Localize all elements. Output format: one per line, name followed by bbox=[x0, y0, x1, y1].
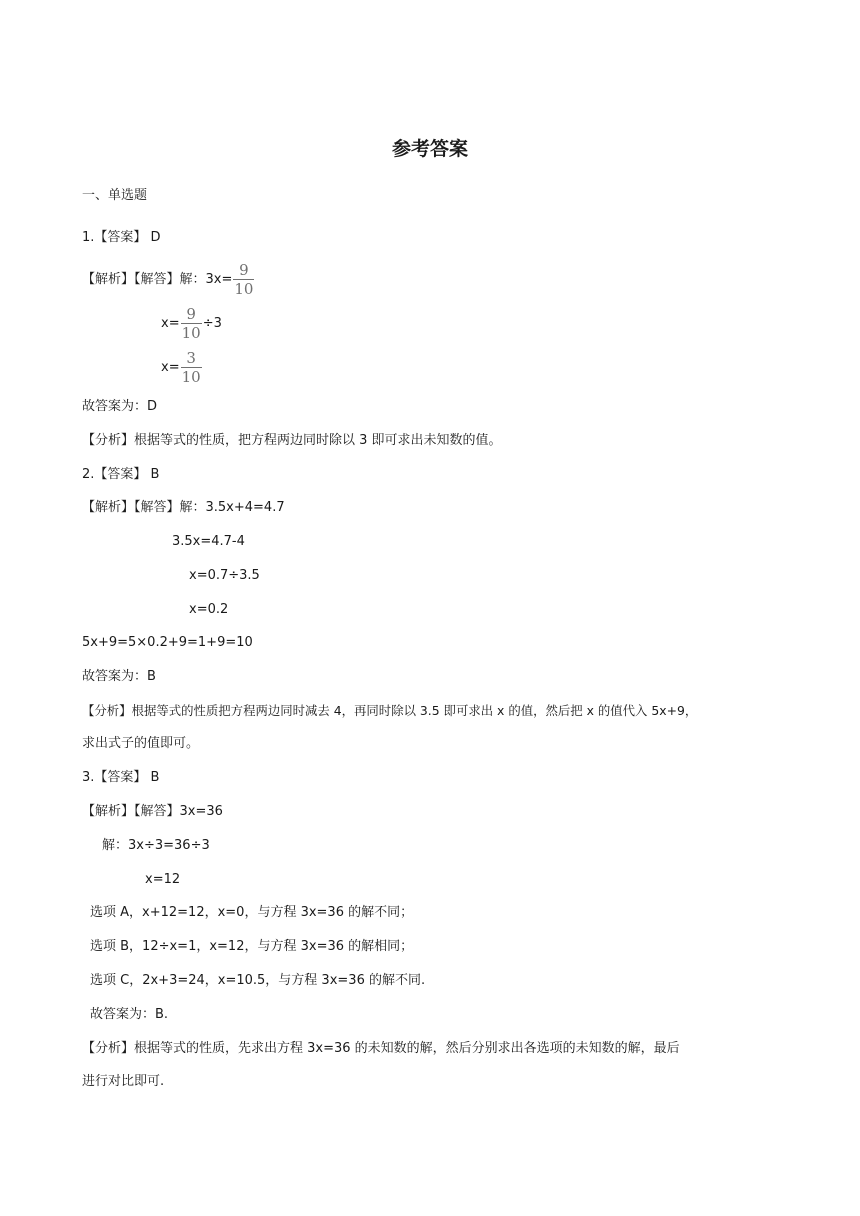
q1-step-2-suffix: ÷3 bbox=[202, 316, 222, 331]
q3-option-c: 选项 C，2x+3=24，x=10.5，与方程 3x=36 的解不同. bbox=[90, 973, 426, 988]
fraction-denominator: 10 bbox=[181, 324, 201, 342]
q1-step-2 bbox=[161, 306, 222, 340]
q3-conclusion: 故答案为：B. bbox=[90, 1007, 169, 1022]
q1-step-2-prefix: x= bbox=[161, 316, 180, 331]
q2-fenxi-line-1: 【分析】根据等式的性质把方程两边同时减去 4，再同时除以 3.5 即可求出 x 的值，然后把 x 的值代入 5x+9， bbox=[82, 703, 698, 718]
fraction-numerator: 9 bbox=[239, 261, 249, 279]
q1-step-3 bbox=[161, 350, 203, 384]
q3-answer: 3.【答案】 B bbox=[82, 770, 160, 785]
q1-conclusion: 故答案为：D bbox=[82, 399, 158, 414]
fraction-numerator: 9 bbox=[186, 305, 196, 323]
q1-analysis bbox=[82, 262, 255, 296]
q3-fenxi-line-1: 【分析】根据等式的性质，先求出方程 3x=36 的未知数的解，然后分别求出各选项的未知数的解，最后 bbox=[82, 1041, 680, 1056]
q2-answer: 2.【答案】 B bbox=[82, 467, 160, 482]
q1-fraction-1 bbox=[233, 262, 254, 297]
q1-fenxi: 【分析】根据等式的性质，把方程两边同时除以 3 即可求出未知数的值。 bbox=[82, 433, 502, 448]
fraction-denominator: 10 bbox=[181, 368, 201, 386]
q2-step-4: 5x+9=5×0.2+9=1+9=10 bbox=[82, 635, 253, 650]
q1-answer: 1.【答案】 D bbox=[82, 230, 161, 245]
section-heading: 一、单选题 bbox=[82, 188, 148, 203]
q1-analysis-prefix: 【解析】【解答】解：3x= bbox=[82, 272, 233, 287]
q3-analysis: 【解析】【解答】3x=36 bbox=[82, 804, 223, 819]
q3-option-a: 选项 A，x+12=12，x=0，与方程 3x=36 的解不同； bbox=[90, 905, 414, 920]
q2-fenxi-line-2: 求出式子的值即可。 bbox=[82, 736, 200, 751]
q2-step-1: 3.5x=4.7-4 bbox=[172, 534, 245, 549]
fraction-denominator: 10 bbox=[234, 280, 254, 298]
page-title: 参考答案 bbox=[391, 138, 468, 160]
q3-option-b: 选项 B，12÷x=1，x=12，与方程 3x=36 的解相同； bbox=[90, 939, 414, 954]
q1-step-3-prefix: x= bbox=[161, 360, 180, 375]
q2-analysis: 【解析】【解答】解：3.5x+4=4.7 bbox=[82, 500, 285, 515]
q3-step-2: x=12 bbox=[145, 872, 181, 887]
q1-fraction-2 bbox=[181, 306, 202, 341]
q2-step-3: x=0.2 bbox=[189, 602, 229, 617]
q2-step-2: x=0.7÷3.5 bbox=[189, 568, 260, 583]
q3-step-1: 解：3x÷3=36÷3 bbox=[102, 838, 210, 853]
fraction-numerator: 3 bbox=[186, 349, 196, 367]
q1-fraction-3 bbox=[181, 350, 202, 385]
q2-conclusion: 故答案为：B bbox=[82, 669, 156, 684]
q3-fenxi-line-2: 进行对比即可. bbox=[82, 1074, 165, 1089]
